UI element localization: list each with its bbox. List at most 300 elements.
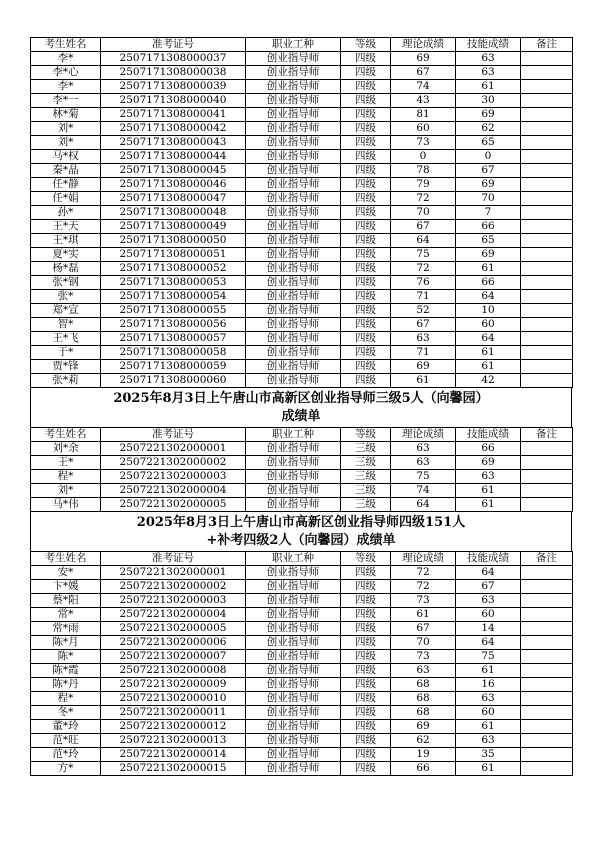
cell-theory-score: 67 [391, 220, 456, 234]
table-row [31, 94, 573, 108]
cell-skill-score: 61 [456, 484, 521, 498]
cell-remark [521, 136, 573, 150]
cell-ticket-number: 2507171308000049 [101, 220, 246, 234]
cell-name: 冬* [31, 706, 101, 720]
cell-level: 四级 [341, 94, 391, 108]
cell-remark [521, 66, 573, 80]
table-row [31, 164, 573, 178]
cell-skill-score: 35 [456, 748, 521, 762]
cell-name: 张*莉 [31, 374, 101, 388]
cell-theory-score: 73 [391, 594, 456, 608]
table-row [31, 290, 573, 304]
cell-skill-score: 63 [456, 66, 521, 80]
cell-theory-score: 67 [391, 66, 456, 80]
cell-remark [521, 276, 573, 290]
cell-occupation: 创业指导师 [246, 164, 341, 178]
cell-name: 刘* [31, 136, 101, 150]
cell-ticket-number: 2507221302000015 [101, 762, 246, 776]
cell-name: 陈*霞 [31, 664, 101, 678]
header-remark: 备注 [521, 552, 573, 566]
section-title [30, 512, 572, 551]
cell-skill-score: 30 [456, 94, 521, 108]
cell-skill-score: 63 [456, 52, 521, 66]
cell-occupation: 创业指导师 [246, 150, 341, 164]
cell-theory-score: 66 [391, 762, 456, 776]
cell-name: 刘* [31, 122, 101, 136]
cell-ticket-number: 2507221302000008 [101, 664, 246, 678]
table-row [31, 734, 573, 748]
cell-level: 四级 [341, 664, 391, 678]
cell-remark [521, 650, 573, 664]
cell-skill-score: 42 [456, 374, 521, 388]
cell-theory-score: 69 [391, 360, 456, 374]
cell-skill-score: 61 [456, 498, 521, 512]
cell-level: 四级 [341, 52, 391, 66]
cell-name: 刘*余 [31, 442, 101, 456]
cell-name: 秦*晶 [31, 164, 101, 178]
cell-occupation: 创业指导师 [246, 720, 341, 734]
cell-level: 四级 [341, 580, 391, 594]
cell-level: 四级 [341, 332, 391, 346]
cell-level: 三级 [341, 498, 391, 512]
header-theory-score: 理论成绩 [391, 38, 456, 52]
cell-remark [521, 206, 573, 220]
cell-level: 四级 [341, 318, 391, 332]
table-row [31, 650, 573, 664]
table-row [31, 52, 573, 66]
cell-occupation: 创业指导师 [246, 248, 341, 262]
cell-ticket-number: 2507221302000002 [101, 456, 246, 470]
header-theory-score: 理论成绩 [391, 428, 456, 442]
table-row [31, 248, 573, 262]
cell-theory-score: 0 [391, 150, 456, 164]
cell-remark [521, 692, 573, 706]
cell-ticket-number: 2507171308000055 [101, 304, 246, 318]
cell-occupation: 创业指导师 [246, 276, 341, 290]
cell-remark [521, 678, 573, 692]
cell-level: 三级 [341, 470, 391, 484]
score-sheet [30, 37, 572, 776]
header-level: 等级 [341, 428, 391, 442]
cell-name: 方* [31, 762, 101, 776]
cell-name: 智* [31, 318, 101, 332]
table-header [31, 428, 573, 442]
table-row [31, 594, 573, 608]
cell-ticket-number: 2507171308000057 [101, 332, 246, 346]
cell-theory-score: 68 [391, 692, 456, 706]
cell-theory-score: 61 [391, 608, 456, 622]
cell-level: 四级 [341, 650, 391, 664]
table-row [31, 122, 573, 136]
cell-skill-score: 70 [456, 192, 521, 206]
cell-ticket-number: 2507171308000054 [101, 290, 246, 304]
cell-theory-score: 79 [391, 178, 456, 192]
cell-ticket-number: 2507221302000003 [101, 470, 246, 484]
cell-theory-score: 68 [391, 706, 456, 720]
cell-occupation: 创业指导师 [246, 136, 341, 150]
cell-occupation: 创业指导师 [246, 664, 341, 678]
cell-remark [521, 332, 573, 346]
section-title-line2: +补考四级2人（向馨园）成绩单 [206, 533, 396, 548]
cell-level: 四级 [341, 136, 391, 150]
score-table-section3 [30, 551, 573, 776]
cell-remark [521, 346, 573, 360]
cell-remark [521, 94, 573, 108]
cell-theory-score: 72 [391, 262, 456, 276]
cell-skill-score: 63 [456, 734, 521, 748]
cell-remark [521, 248, 573, 262]
cell-theory-score: 73 [391, 650, 456, 664]
cell-remark [521, 470, 573, 484]
table-row [31, 622, 573, 636]
cell-skill-score: 60 [456, 318, 521, 332]
cell-remark [521, 192, 573, 206]
cell-occupation: 创业指导师 [246, 580, 341, 594]
header-theory-score: 理论成绩 [391, 552, 456, 566]
cell-name: 李*心 [31, 66, 101, 80]
cell-occupation: 创业指导师 [246, 484, 341, 498]
table-body [31, 566, 573, 776]
cell-name: 于* [31, 346, 101, 360]
cell-level: 四级 [341, 220, 391, 234]
cell-name: 陈*丹 [31, 678, 101, 692]
cell-remark [521, 374, 573, 388]
cell-theory-score: 43 [391, 94, 456, 108]
cell-ticket-number: 2507221302000003 [101, 594, 246, 608]
cell-level: 四级 [341, 304, 391, 318]
cell-remark [521, 580, 573, 594]
cell-name: 陈* [31, 650, 101, 664]
cell-name: 刘* [31, 484, 101, 498]
cell-skill-score: 69 [456, 178, 521, 192]
cell-level: 三级 [341, 442, 391, 456]
cell-theory-score: 63 [391, 664, 456, 678]
cell-level: 四级 [341, 206, 391, 220]
table-body [31, 52, 573, 388]
cell-name: 贾*锋 [31, 360, 101, 374]
table-row [31, 484, 573, 498]
cell-occupation: 创业指导师 [246, 636, 341, 650]
cell-remark [521, 664, 573, 678]
cell-skill-score: 60 [456, 608, 521, 622]
cell-occupation: 创业指导师 [246, 318, 341, 332]
cell-name: 程* [31, 470, 101, 484]
header-name: 考生姓名 [31, 428, 101, 442]
cell-remark [521, 720, 573, 734]
cell-name: 范*玲 [31, 748, 101, 762]
cell-ticket-number: 2507171308000060 [101, 374, 246, 388]
cell-occupation: 创业指导师 [246, 80, 341, 94]
cell-theory-score: 73 [391, 136, 456, 150]
cell-level: 四级 [341, 164, 391, 178]
cell-name: 常*雨 [31, 622, 101, 636]
cell-skill-score: 63 [456, 470, 521, 484]
cell-name: 孙* [31, 206, 101, 220]
cell-theory-score: 63 [391, 456, 456, 470]
section-title-line1: 2025年8月3日上午唐山市高新区创业指导师三级5人（向馨园） [113, 391, 489, 406]
cell-remark [521, 108, 573, 122]
cell-occupation: 创业指导师 [246, 178, 341, 192]
cell-occupation: 创业指导师 [246, 346, 341, 360]
cell-skill-score: 67 [456, 580, 521, 594]
table-row [31, 442, 573, 456]
cell-theory-score: 72 [391, 566, 456, 580]
cell-occupation: 创业指导师 [246, 52, 341, 66]
table-row [31, 262, 573, 276]
cell-ticket-number: 2507171308000038 [101, 66, 246, 80]
cell-skill-score: 62 [456, 122, 521, 136]
cell-ticket-number: 2507171308000053 [101, 276, 246, 290]
cell-ticket-number: 2507171308000041 [101, 108, 246, 122]
cell-name: 常* [31, 608, 101, 622]
cell-level: 四级 [341, 276, 391, 290]
cell-remark [521, 304, 573, 318]
table-row [31, 678, 573, 692]
cell-skill-score: 61 [456, 720, 521, 734]
cell-ticket-number: 2507171308000048 [101, 206, 246, 220]
cell-occupation: 创业指导师 [246, 108, 341, 122]
cell-ticket-number: 2507221302000005 [101, 622, 246, 636]
cell-name: 马*权 [31, 150, 101, 164]
section-title [30, 388, 572, 427]
cell-name: 杨*磊 [31, 262, 101, 276]
cell-remark [521, 178, 573, 192]
cell-skill-score: 66 [456, 220, 521, 234]
table-row [31, 498, 573, 512]
cell-occupation: 创业指导师 [246, 66, 341, 80]
header-occupation: 职业工种 [246, 428, 341, 442]
cell-ticket-number: 2507171308000047 [101, 192, 246, 206]
table-row [31, 374, 573, 388]
cell-theory-score: 69 [391, 720, 456, 734]
table-row [31, 66, 573, 80]
cell-remark [521, 52, 573, 66]
cell-ticket-number: 2507221302000010 [101, 692, 246, 706]
table-row [31, 150, 573, 164]
cell-theory-score: 75 [391, 248, 456, 262]
cell-ticket-number: 2507171308000043 [101, 136, 246, 150]
cell-name: 王*天 [31, 220, 101, 234]
cell-occupation: 创业指导师 [246, 206, 341, 220]
cell-remark [521, 566, 573, 580]
cell-level: 四级 [341, 178, 391, 192]
table-row [31, 346, 573, 360]
cell-theory-score: 52 [391, 304, 456, 318]
cell-skill-score: 67 [456, 164, 521, 178]
cell-skill-score: 64 [456, 566, 521, 580]
cell-level: 四级 [341, 622, 391, 636]
table-row [31, 720, 573, 734]
cell-skill-score: 66 [456, 276, 521, 290]
cell-remark [521, 234, 573, 248]
table-row [31, 748, 573, 762]
cell-level: 四级 [341, 762, 391, 776]
score-table-section2 [30, 427, 573, 512]
cell-theory-score: 76 [391, 276, 456, 290]
cell-theory-score: 63 [391, 442, 456, 456]
cell-occupation: 创业指导师 [246, 290, 341, 304]
table-row [31, 692, 573, 706]
header-skill-score: 技能成绩 [456, 428, 521, 442]
cell-remark [521, 318, 573, 332]
cell-ticket-number: 2507221302000009 [101, 678, 246, 692]
cell-level: 四级 [341, 248, 391, 262]
cell-level: 四级 [341, 122, 391, 136]
cell-skill-score: 64 [456, 636, 521, 650]
cell-level: 四级 [341, 346, 391, 360]
cell-name: 陈*月 [31, 636, 101, 650]
cell-level: 四级 [341, 678, 391, 692]
cell-level: 四级 [341, 636, 391, 650]
table-row [31, 580, 573, 594]
cell-theory-score: 69 [391, 52, 456, 66]
header-name: 考生姓名 [31, 38, 101, 52]
cell-skill-score: 61 [456, 346, 521, 360]
cell-ticket-number: 2507171308000044 [101, 150, 246, 164]
cell-theory-score: 71 [391, 290, 456, 304]
table-row [31, 360, 573, 374]
cell-theory-score: 71 [391, 346, 456, 360]
cell-level: 四级 [341, 150, 391, 164]
cell-ticket-number: 2507171308000056 [101, 318, 246, 332]
header-row [31, 38, 573, 52]
table-row [31, 192, 573, 206]
cell-skill-score: 16 [456, 678, 521, 692]
table-row [31, 178, 573, 192]
cell-remark [521, 360, 573, 374]
cell-theory-score: 61 [391, 374, 456, 388]
cell-name: 马*伟 [31, 498, 101, 512]
cell-skill-score: 61 [456, 80, 521, 94]
cell-remark [521, 290, 573, 304]
cell-skill-score: 69 [456, 456, 521, 470]
cell-name: 王* [31, 456, 101, 470]
cell-occupation: 创业指导师 [246, 762, 341, 776]
table-row [31, 318, 573, 332]
header-ticket-number: 准考证号 [101, 428, 246, 442]
table-row [31, 220, 573, 234]
cell-theory-score: 63 [391, 332, 456, 346]
cell-level: 四级 [341, 234, 391, 248]
table-row [31, 276, 573, 290]
cell-occupation: 创业指导师 [246, 650, 341, 664]
header-level: 等级 [341, 38, 391, 52]
cell-occupation: 创业指导师 [246, 192, 341, 206]
cell-ticket-number: 2507171308000040 [101, 94, 246, 108]
cell-occupation: 创业指导师 [246, 470, 341, 484]
cell-occupation: 创业指导师 [246, 622, 341, 636]
cell-ticket-number: 2507171308000051 [101, 248, 246, 262]
header-occupation: 职业工种 [246, 552, 341, 566]
table-row [31, 636, 573, 650]
cell-theory-score: 64 [391, 234, 456, 248]
table-row [31, 304, 573, 318]
cell-name: 卞*媛 [31, 580, 101, 594]
cell-skill-score: 61 [456, 360, 521, 374]
cell-skill-score: 64 [456, 332, 521, 346]
cell-remark [521, 622, 573, 636]
cell-occupation: 创业指导师 [246, 220, 341, 234]
cell-remark [521, 456, 573, 470]
header-row [31, 428, 573, 442]
cell-ticket-number: 2507171308000037 [101, 52, 246, 66]
cell-ticket-number: 2507171308000045 [101, 164, 246, 178]
cell-remark [521, 608, 573, 622]
cell-name: 任*静 [31, 178, 101, 192]
cell-level: 四级 [341, 720, 391, 734]
cell-level: 四级 [341, 594, 391, 608]
cell-skill-score: 69 [456, 248, 521, 262]
cell-ticket-number: 2507221302000013 [101, 734, 246, 748]
cell-occupation: 创业指导师 [246, 456, 341, 470]
header-ticket-number: 准考证号 [101, 38, 246, 52]
cell-remark [521, 442, 573, 456]
cell-level: 四级 [341, 706, 391, 720]
cell-theory-score: 60 [391, 122, 456, 136]
cell-skill-score: 10 [456, 304, 521, 318]
cell-remark [521, 220, 573, 234]
cell-ticket-number: 2507171308000059 [101, 360, 246, 374]
cell-ticket-number: 2507221302000006 [101, 636, 246, 650]
cell-skill-score: 7 [456, 206, 521, 220]
cell-occupation: 创业指导师 [246, 442, 341, 456]
table-row [31, 762, 573, 776]
cell-ticket-number: 2507221302000004 [101, 608, 246, 622]
cell-name: 李*一 [31, 94, 101, 108]
cell-level: 四级 [341, 692, 391, 706]
table-row [31, 456, 573, 470]
cell-level: 四级 [341, 192, 391, 206]
cell-ticket-number: 2507171308000042 [101, 122, 246, 136]
cell-occupation: 创业指导师 [246, 678, 341, 692]
cell-ticket-number: 2507171308000046 [101, 178, 246, 192]
cell-theory-score: 64 [391, 498, 456, 512]
cell-occupation: 创业指导师 [246, 706, 341, 720]
header-skill-score: 技能成绩 [456, 552, 521, 566]
cell-occupation: 创业指导师 [246, 304, 341, 318]
cell-name: 林*菊 [31, 108, 101, 122]
cell-ticket-number: 2507221302000014 [101, 748, 246, 762]
table-row [31, 234, 573, 248]
cell-theory-score: 68 [391, 678, 456, 692]
cell-theory-score: 67 [391, 622, 456, 636]
table-row [31, 108, 573, 122]
cell-name: 范*旺 [31, 734, 101, 748]
cell-skill-score: 65 [456, 234, 521, 248]
cell-remark [521, 734, 573, 748]
cell-level: 三级 [341, 484, 391, 498]
cell-occupation: 创业指导师 [246, 498, 341, 512]
cell-level: 四级 [341, 608, 391, 622]
table-body [31, 442, 573, 512]
cell-ticket-number: 2507171308000052 [101, 262, 246, 276]
cell-occupation: 创业指导师 [246, 332, 341, 346]
table-header [31, 552, 573, 566]
cell-ticket-number: 2507221302000012 [101, 720, 246, 734]
cell-level: 四级 [341, 374, 391, 388]
cell-name: 张* [31, 290, 101, 304]
cell-occupation: 创业指导师 [246, 360, 341, 374]
cell-remark [521, 484, 573, 498]
cell-skill-score: 14 [456, 622, 521, 636]
table-row [31, 706, 573, 720]
cell-ticket-number: 2507221302000002 [101, 580, 246, 594]
cell-remark [521, 122, 573, 136]
cell-skill-score: 63 [456, 594, 521, 608]
cell-name: 王*飞 [31, 332, 101, 346]
cell-level: 四级 [341, 360, 391, 374]
header-remark: 备注 [521, 38, 573, 52]
